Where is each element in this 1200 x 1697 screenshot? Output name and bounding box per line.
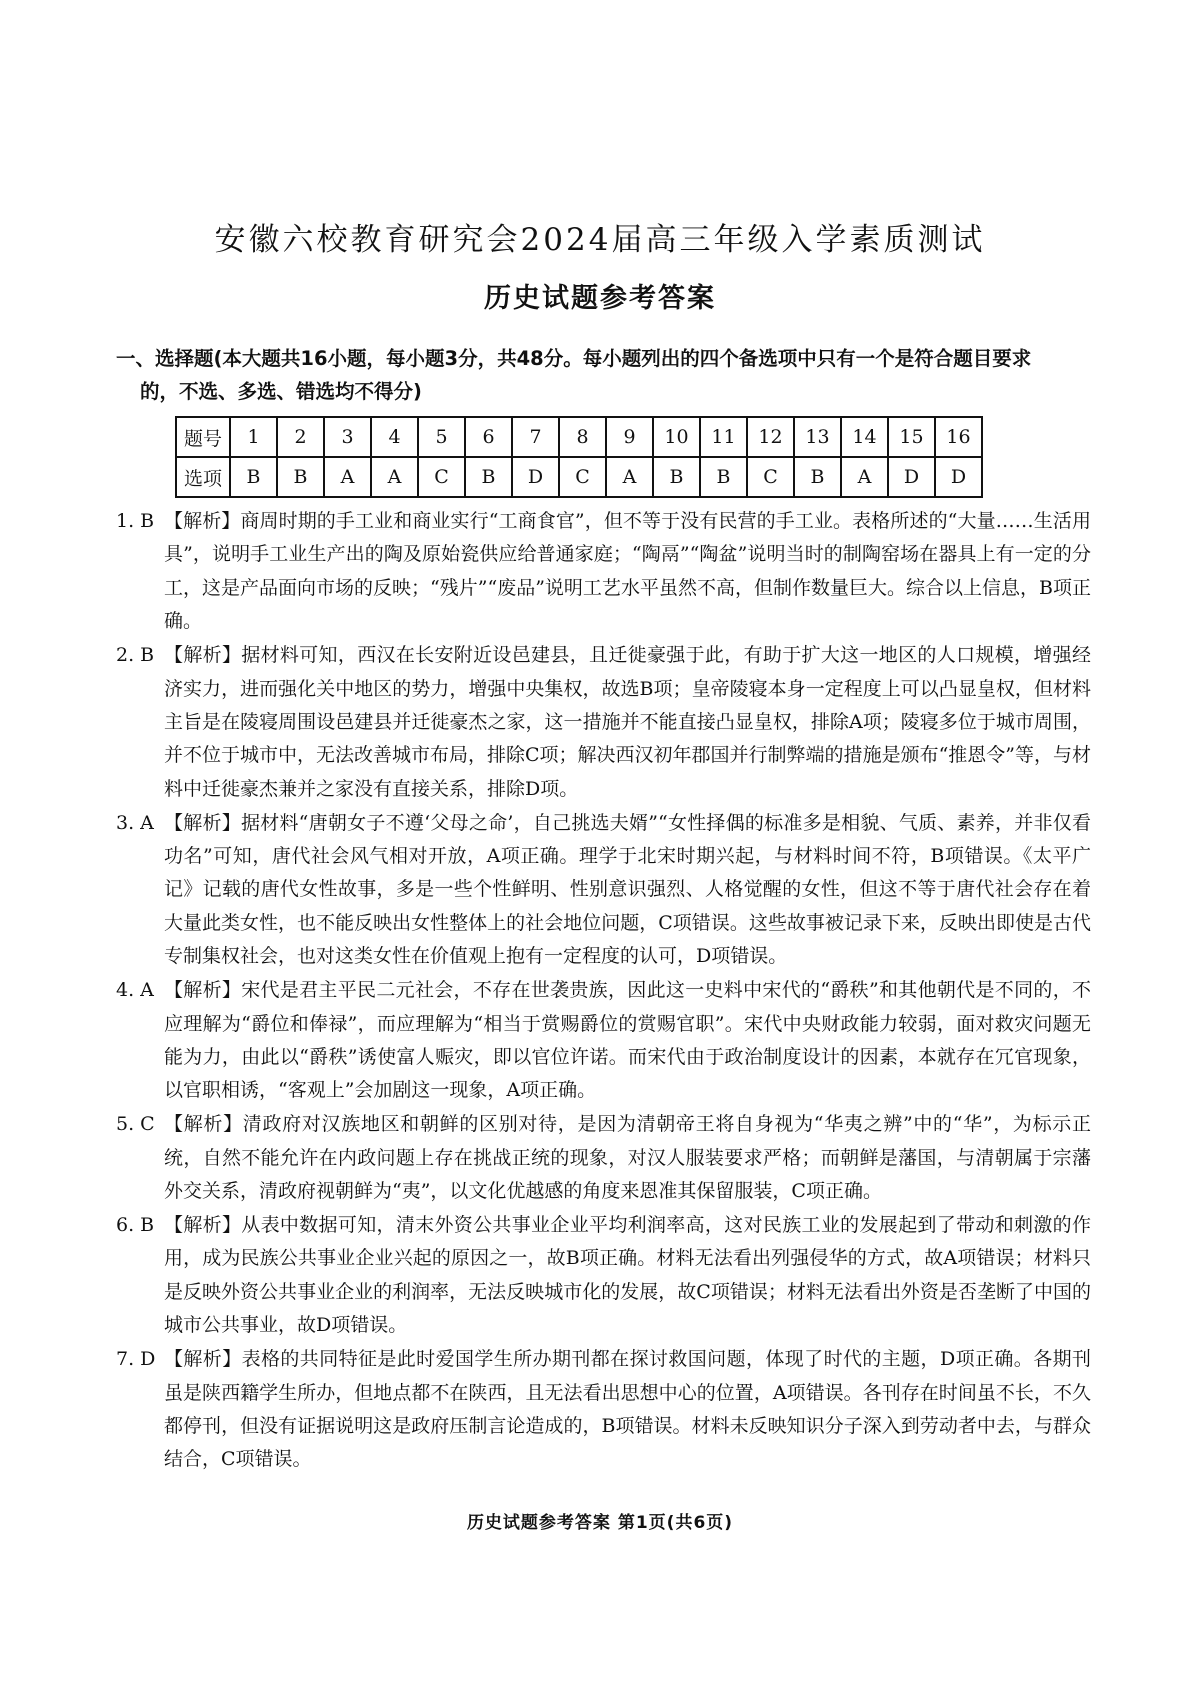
explanation-list	[116, 505, 1091, 1477]
explanation-item	[116, 1108, 1091, 1208]
explanation-item	[116, 639, 1091, 806]
item-explanation: 【解析】据材料可知，西汉在长安附近设邑建县，且迁徙豪强于此，有助于扩大这一地区的人口规模，增强经济实力，进而强化关中地区的势力，增强中央集权，故选B项；皇帝陵寝本身一定程度上可以凸显皇权，但材料主旨是在陵寝周围设邑建县并迁徙豪杰之家，这一措施并不能直接凸显皇权，排除A项；陵寝多位于城市周围，并不位于城市中，无法改善城市布局，排除C项；解决西汉初年郡国并行制弊端的措施是颁布“推恩令”等，与材料中迁徙豪杰兼并之家没有直接关系，排除D项。	[164, 644, 1091, 800]
item-number: 5. C	[116, 1113, 155, 1136]
answer-option: B	[277, 457, 324, 497]
item-number: 2. B	[116, 644, 155, 667]
explanation-item	[116, 807, 1091, 974]
answer-option: B	[700, 457, 747, 497]
answer-option: A	[371, 457, 418, 497]
answer-option: D	[935, 457, 982, 497]
question-number: 8	[559, 417, 606, 457]
question-number: 9	[606, 417, 653, 457]
answer-option: A	[841, 457, 888, 497]
explanation-item	[116, 505, 1091, 639]
answer-option: D	[512, 457, 559, 497]
question-number: 7	[512, 417, 559, 457]
explanation-item	[116, 974, 1091, 1108]
section-heading-line-2: 的，不选、多选、错选均不得分)	[140, 380, 422, 403]
answer-option: A	[606, 457, 653, 497]
answer-option: B	[794, 457, 841, 497]
explanation-item	[116, 1209, 1091, 1343]
item-number: 4. A	[116, 979, 154, 1002]
question-number: 10	[653, 417, 700, 457]
question-number: 13	[794, 417, 841, 457]
item-explanation: 【解析】表格的共同特征是此时爱国学生所办期刊都在探讨救国问题，体现了时代的主题，D项正确。各期刊虽是陕西籍学生所办，但地点都不在陕西，且无法看出思想中心的位置，A项错误。各刊存在时间虽不长，不久都停刊，但没有证据说明这是政府压制言论造成的，B项错误。材料未反映知识分子深入到劳动者中去，与群众结合，C项错误。	[164, 1348, 1091, 1471]
item-explanation: 【解析】商周时期的手工业和商业实行“工商食官”，但不等于没有民营的手工业。表格所述的“大量……生活用具”，说明手工业生产出的陶及原始瓷供应给普通家庭；“陶鬲”“陶盆”说明当时的制陶窑场在器具上有一定的分工，这是产品面向市场的反映；“残片”“废品”说明工艺水平虽然不高，但制作数量巨大。综合以上信息，B项正确。	[164, 510, 1091, 633]
item-number: 1. B	[116, 510, 155, 532]
answer-table-option-label: 选项	[176, 457, 230, 497]
answer-option: B	[653, 457, 700, 497]
page-footer: 历史试题参考答案 第1页(共6页)	[466, 1513, 734, 1533]
exam-title: 安徽六校教育研究会2024届高三年级入学素质测试	[214, 222, 986, 258]
question-number: 11	[700, 417, 747, 457]
question-number: 14	[841, 417, 888, 457]
question-number: 5	[418, 417, 465, 457]
answer-table-number-label: 题号	[176, 417, 230, 457]
answer-option: B	[230, 457, 277, 497]
question-number: 12	[747, 417, 794, 457]
question-number: 2	[277, 417, 324, 457]
answer-table	[175, 416, 983, 498]
question-number: 6	[465, 417, 512, 457]
answer-option: B	[465, 457, 512, 497]
section-heading-multiple-choice	[116, 342, 1091, 408]
item-explanation: 【解析】宋代是君主平民二元社会，不存在世袭贵族，因此这一史料中宋代的“爵秩”和其他朝代是不同的，不应理解为“爵位和俸禄”，而应理解为“相当于赏赐爵位的赏赐官职”。宋代中央财政能力较弱，面对救灾问题无能为力，由此以“爵秩”诱使富人赈灾，即以官位许诺。而宋代由于政治制度设计的因素，本就存在冗官现象，以官职相诱，“客观上”会加剧这一现象，A项正确。	[164, 979, 1091, 1102]
item-explanation: 【解析】从表中数据可知，清末外资公共事业企业平均利润率高，这对民族工业的发展起到了带动和刺激的作用，成为民族公共事业企业兴起的原因之一，故B项正确。材料无法看出列强侵华的方式，故A项错误；材料只是反映外资公共事业企业的利润率，无法反映城市化的发展，故C项错误；材料无法看出外资是否垄断了中国的城市公共事业，故D项错误。	[164, 1214, 1091, 1337]
question-number: 4	[371, 417, 418, 457]
answer-table-number-row	[176, 417, 982, 457]
item-number: 6. B	[116, 1214, 155, 1237]
section-heading-line-1: 一、选择题(本大题共16小题，每小题3分，共48分。每小题列出的四个备选项中只有一个是符合题目要求	[116, 347, 1032, 370]
answer-table-option-row	[176, 457, 982, 497]
question-number: 3	[324, 417, 371, 457]
question-number: 1	[230, 417, 277, 457]
question-number: 16	[935, 417, 982, 457]
item-explanation: 【解析】清政府对汉族地区和朝鲜的区别对待，是因为清朝帝王将自身视为“华夷之辨”中的“华”，为标示正统，自然不能允许在内政问题上存在挑战正统的现象，对汉人服装要求严格；而朝鲜是藩国，与清朝属于宗藩外交关系，清政府视朝鲜为“夷”，以文化优越感的角度来恩准其保留服装，C项正确。	[164, 1113, 1091, 1203]
answer-option: A	[324, 457, 371, 497]
item-number: 3. A	[116, 811, 154, 834]
question-number: 15	[888, 417, 935, 457]
item-number: 7. D	[116, 1348, 156, 1371]
explanation-item	[116, 1343, 1091, 1477]
answer-option: C	[747, 457, 794, 497]
answer-option: C	[418, 457, 465, 497]
answer-option: D	[888, 457, 935, 497]
answer-option: C	[559, 457, 606, 497]
answer-key-subtitle: 历史试题参考答案	[484, 283, 716, 314]
item-explanation: 【解析】据材料“唐朝女子不遵‘父母之命’，自己挑选夫婿”“女性择偶的标准多是相貌、气质、素养，并非仅看功名”可知，唐代社会风气相对开放，A项正确。理学于北宋时期兴起，与材料时间不符，B项错误。《太平广记》记载的唐代女性故事，多是一些个性鲜明、性别意识强烈、人格觉醒的女性，但这不等于唐代社会存在着大量此类女性，也不能反映出女性整体上的社会地位问题，C项错误。这些故事被记录下来，反映出即使是古代专制集权社会，也对这类女性在价值观上抱有一定程度的认可，D项错误。	[164, 811, 1091, 968]
